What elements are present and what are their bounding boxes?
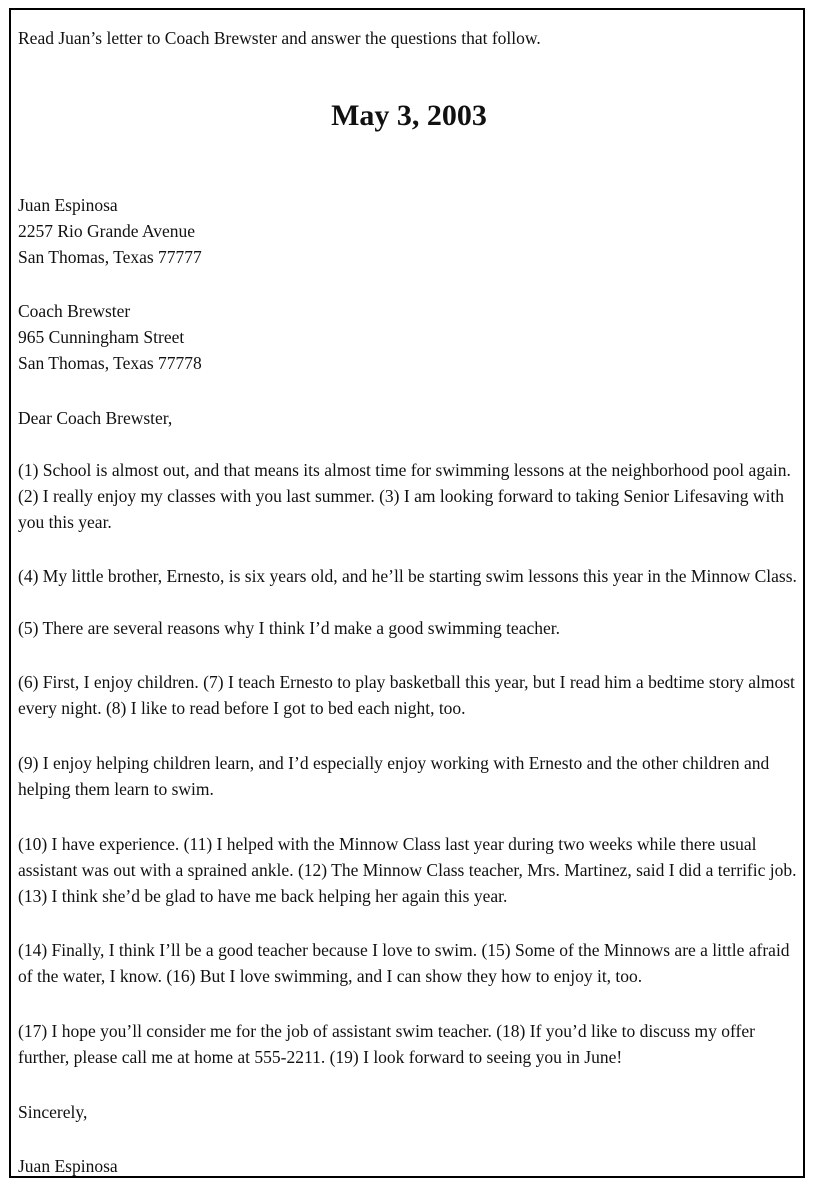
recipient-city: San Thomas, Texas 77778 [18,353,202,373]
recipient-street: 965 Cunningham Street [18,327,185,347]
sender-street: 2257 Rio Grande Avenue [18,221,196,241]
signature: Juan Espinosa [18,1156,118,1176]
salutation: Dear Coach Brewster, [18,408,173,428]
recipient-name: Coach Brewster [18,301,131,321]
paragraph-7: (14) Finally, I think I’ll be a good teacher because I love to swim. (15) Some of the Minnows are a little afraid of the water, I know. (16) But I love swimming, and I can show they how to enjoy it, too. [18,940,790,986]
closing: Sincerely, [18,1102,88,1122]
instructions: Read Juan’s letter to Coach Brewster and answer the questions that follow. [18,28,541,48]
sender-name: Juan Espinosa [18,195,118,215]
letter-date: May 3, 2003 [331,99,487,132]
paragraph-3: (5) There are several reasons why I think I’d make a good swimming teacher. [18,618,560,638]
paragraph-5: (9) I enjoy helping children learn, and I’d especially enjoy working with Ernesto and the other children and helping them learn to swim. [18,753,770,799]
paragraph-2: (4) My little brother, Ernesto, is six years old, and he’ll be starting swim lessons this year in the Minnow Class. [18,566,797,586]
sender-city: San Thomas, Texas 77777 [18,247,202,267]
document-frame [9,8,805,1178]
paragraph-8: (17) I hope you’ll consider me for the job of assistant swim teacher. (18) If you’d like to discuss my offer further, please call me at home at 555-2211. (19) I look forward to seeing you in June! [18,1021,755,1067]
paragraph-6: (10) I have experience. (11) I helped with the Minnow Class last year during two weeks while there usual assistant was out with a sprained ankle. (12) The Minnow Class teacher, Mrs. Martinez, said I did a terrific job. (13) I think she’d be glad to have me back helping her again this year. [18,834,797,906]
paragraph-4: (6) First, I enjoy children. (7) I teach Ernesto to play basketball this year, but I read him a bedtime story almost every night. (8) I like to read before I got to bed each night, too. [18,672,795,718]
paragraph-1: (1) School is almost out, and that means its almost time for swimming lessons at the neighborhood pool again. (2) I really enjoy my classes with you last summer. (3) I am looking forward to taking Senior Lifesaving with you this year. [18,460,791,532]
